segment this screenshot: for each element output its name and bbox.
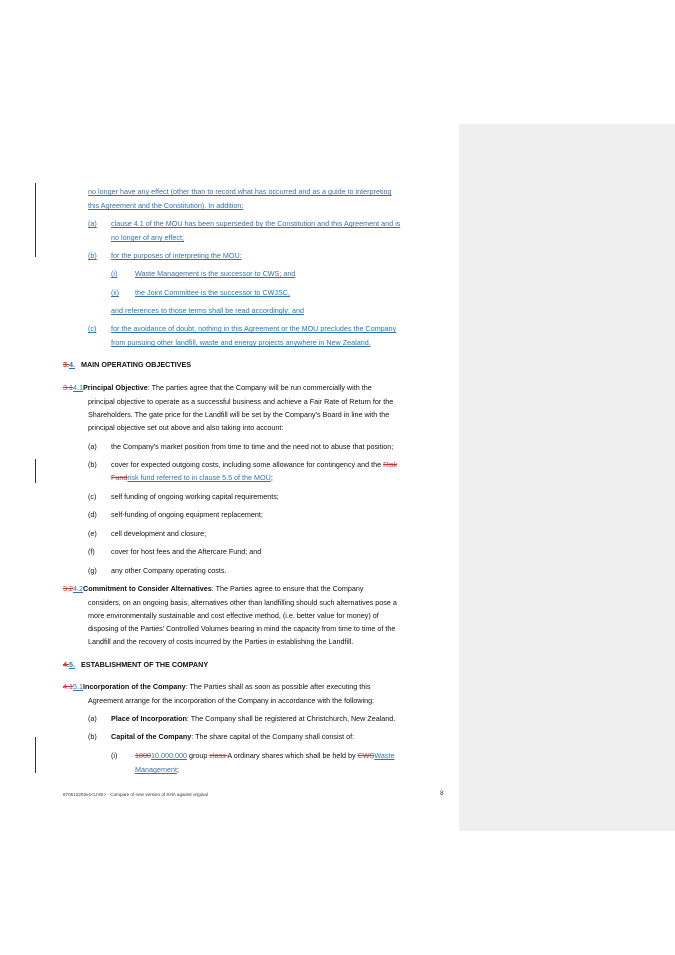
deleted-text: Risk (383, 460, 398, 469)
list-number: (b) (88, 732, 97, 741)
body-line: more environmentally sustainable and cost effective method, (i.e. better value for money) of (88, 611, 379, 620)
list-item (111, 732, 354, 742)
body-line: this Agreement and the Constitution). In addition: (88, 201, 244, 210)
page-number: 8 (440, 790, 444, 797)
deleted-number: 3. (63, 360, 69, 369)
list-text: cover for expected outgoing costs, including some allowance for contingency and the (111, 460, 384, 469)
body-line: Shareholders. The gate price for the Landfill will be set by the Company's Board in line with the (88, 410, 390, 419)
deleted-number: 3.2 (63, 584, 73, 593)
body-line: considers, on an ongoing basis, alternatives other than landfilling should such alternatives pose a (88, 598, 397, 607)
item-text: : The Company shall be registered at Christchurch, New Zealand. (186, 714, 396, 723)
item-text: group (186, 751, 210, 760)
item-text: A ordinary shares which shall be held by (227, 751, 358, 760)
clause-text: : The parties agree that the Company will be run commercially with the (147, 383, 372, 392)
body-line: the Joint Committee is the successor to CWJSC, (135, 288, 290, 297)
deleted-text: class (209, 751, 228, 760)
clause-line (63, 584, 363, 594)
list-number: (ii) (111, 288, 119, 297)
section-title: MAIN OPERATING OBJECTIVES (81, 360, 192, 369)
list-item: cover for host fees and the Aftercare Fund; and (111, 547, 262, 556)
item-title: Capital of the Company (111, 732, 192, 741)
list-number: (a) (88, 219, 97, 228)
deleted-number: 4.1 (63, 682, 73, 691)
list-number: (f) (88, 547, 95, 556)
list-number: (i) (111, 269, 118, 278)
body-line: principal objective to operate as a successful business and achieve a Fair Rate of Return for the (88, 397, 394, 406)
body-line: for the avoidance of doubt, nothing in this Agreement or the MOU precludes the Company (111, 324, 397, 333)
list-number: (a) (88, 442, 97, 451)
body-line: for the purposes of interpreting the MOU: (111, 251, 242, 260)
deleted-text: 1000 (135, 751, 151, 760)
markup-pane (459, 124, 675, 831)
body-line: principal objective set out above and also taking into account: (88, 423, 284, 432)
inserted-text: risk fund referred to in clause 5.5 of the MOU (127, 473, 271, 482)
inserted-number: 5.1 (73, 682, 83, 691)
inserted-text: 10,000,000 (151, 751, 187, 760)
list-item: any other Company operating costs. (111, 566, 227, 575)
clause-text: : The Parties agree to ensure that the Company (211, 584, 364, 593)
item-text: ; (176, 765, 179, 774)
clause-line (63, 383, 372, 393)
list-item (111, 714, 395, 724)
clause-title: Commitment to Consider Alternatives (83, 584, 212, 593)
inserted-number: 4.2 (73, 584, 83, 593)
deleted-text: CWS (357, 751, 375, 760)
body-line: and references to those terms shall be read accordingly; and (111, 306, 304, 315)
clause-line (63, 682, 370, 692)
change-bar (35, 183, 36, 257)
clause-title: Incorporation of the Company (83, 682, 186, 691)
body-line: Waste Management is the successor to CWS; and (135, 269, 296, 278)
list-item (135, 751, 395, 761)
list-text: ; (270, 473, 273, 482)
list-number: (b) (88, 251, 97, 260)
list-item: cell development and closure; (111, 529, 207, 538)
list-item: the Company's market position from time to time and the need not to abuse that position; (111, 442, 394, 451)
body-line: Landfill and the recovery of costs incurred by the Parties in establishing the Landfill. (88, 637, 354, 646)
body-line: disposing of the Parties' Controlled Volumes bearing in mind the capacity from time to time of the (88, 624, 396, 633)
inserted-number: 4. (69, 360, 75, 369)
clause-text: : The Parties shall as soon as possible after executing this (185, 682, 371, 691)
item-text: : The share capital of the Company shall consist of: (191, 732, 355, 741)
list-number: (c) (88, 492, 97, 501)
deleted-text: Fund (111, 473, 128, 482)
change-bar (35, 737, 36, 773)
list-item (111, 473, 273, 483)
list-item: self-funding of ongoing equipment replacement; (111, 510, 263, 519)
body-line: clause 4.1 of the MOU has been superseded by the Constitution and this Agreement and is (111, 219, 401, 228)
clause-title: Principal Objective (83, 383, 148, 392)
list-item: self funding of ongoing working capital requirements; (111, 492, 279, 501)
inserted-text: Waste (374, 751, 395, 760)
list-item (111, 460, 397, 470)
item-title: Place of Incorporation (111, 714, 187, 723)
list-number: (i) (111, 751, 118, 760)
list-number: (g) (88, 566, 97, 575)
list-number: (c) (88, 324, 97, 333)
body-line: Agreement arrange for the incorporation of the Company in accordance with the following: (88, 696, 375, 705)
section-title: ESTABLISHMENT OF THE COMPANY (81, 660, 209, 669)
body-line: from pursuing other landfill, waste and energy projects anywhere in New Zealand. (111, 338, 371, 347)
deleted-number: 4. (63, 660, 69, 669)
document-reference: 870512203v4<LIVE> - Compare of new version of SHA against original (63, 792, 208, 797)
inserted-number: 4.1 (73, 383, 83, 392)
list-item (135, 765, 179, 775)
body-line: no longer of any effect; (111, 233, 184, 242)
change-bar (35, 459, 36, 483)
deleted-number: 3.1 (63, 383, 73, 392)
inserted-number: 5. (69, 660, 75, 669)
inserted-text: Management (135, 765, 177, 774)
list-number: (e) (88, 529, 97, 538)
body-line: no longer have any effect (other than to record what has occurred and as a guide to interpreting (88, 187, 392, 196)
list-number: (b) (88, 460, 97, 469)
section-heading (63, 360, 191, 370)
list-number: (d) (88, 510, 97, 519)
section-heading (63, 660, 208, 670)
list-number: (a) (88, 714, 97, 723)
